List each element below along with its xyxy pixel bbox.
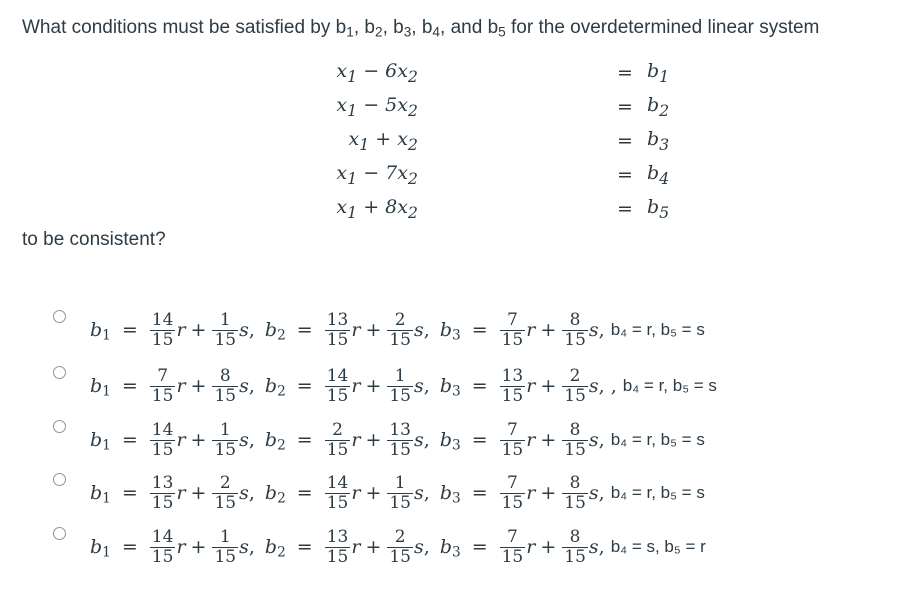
denominator: 15 [214,546,237,567]
subscript: 2 [407,168,418,188]
equals-sign: = [617,164,633,186]
numerator: 2 [332,419,343,440]
subscript: 3 [451,383,461,400]
variable-b: $b_2$ [264,375,286,400]
fraction [562,367,588,406]
subscript: 3 [451,544,461,561]
subscript: 2 [277,490,286,507]
plus-sign: + [365,429,382,451]
equals-sign: = [471,536,488,558]
denominator: 15 [501,492,524,513]
numerator: 8 [569,419,581,440]
coefficient: 7 [385,162,398,185]
variable-b: $b_1$ [90,319,111,344]
option-tail: b₄ = r, b₅ = s [622,376,717,395]
separator: , [598,319,605,341]
equals-sign: = [471,429,488,451]
answer-option[interactable] [0,412,907,468]
comma: , [423,319,430,341]
fraction [150,311,176,350]
equals-sign: = [121,536,138,558]
parameter-r: r [176,482,186,504]
variable-b: $b_1$ [90,536,111,561]
denominator: 15 [326,439,349,460]
equation-lhs [336,60,418,86]
parameter-s: s [414,375,424,397]
subscript: 2 [277,437,286,454]
equals-sign: = [471,375,488,397]
numerator: 1 [219,309,231,330]
fraction [150,367,176,406]
numerator: 2 [219,472,231,493]
parameter-s: s [588,375,599,397]
variable-b: b [647,128,660,151]
comma: , [248,429,255,451]
subscript: 1 [347,202,358,222]
equation-lhs [336,94,418,120]
denominator: 15 [564,439,586,460]
variable-x: x [336,162,348,185]
question-text: What conditions must be satisfied by $b_1$, $b_2$, $b_3$, $b_4$, and $b_5$ for the overdetermined linear system [22,17,820,40]
fraction [387,421,413,460]
fraction [562,528,588,567]
parameter-r: r [526,375,536,397]
parameter-s: s [588,429,599,451]
denominator: 15 [501,439,524,460]
variable-b: $b_2$ [264,536,286,561]
fraction [150,528,176,567]
answer-option[interactable] [0,302,907,358]
equation-rhs [647,94,669,120]
operator: + [363,196,380,219]
numerator: 13 [389,419,411,440]
operator: − [363,162,380,185]
parameter-r: r [351,375,361,397]
equation-rhs [647,196,669,222]
variable-x: x [336,94,348,117]
separator: , [598,429,605,451]
denominator: 15 [326,546,349,567]
equals-sign: = [617,62,633,84]
subscript: 1 [347,66,358,86]
numerator: 8 [569,309,581,330]
variable-x: x [397,128,408,151]
subscript: 2 [407,100,418,120]
denominator: 15 [389,492,411,513]
separator: , [598,536,605,558]
subscript: 2 [659,100,670,120]
equals-sign: = [617,96,633,118]
parameter-r: r [351,429,361,451]
equals-sign: = [121,319,138,341]
numerator: 2 [569,365,581,386]
question-prefix: What conditions must be satisfied by b [22,17,347,38]
equation-lhs [336,196,418,222]
parameter-s: s [414,319,424,341]
parameter-r: r [351,482,361,504]
operator: + [375,128,392,151]
numerator: 7 [507,526,518,547]
variable-b: $b_2$ [264,429,286,454]
numerator: 1 [394,472,406,493]
denominator: 15 [151,329,174,350]
denominator: 15 [564,385,586,406]
fraction [500,367,526,406]
option-expression [90,358,717,414]
plus-sign: + [365,482,382,504]
parameter-r: r [526,536,536,558]
parameter-r: r [176,319,186,341]
fraction [500,421,526,460]
parameter-r: r [526,429,536,451]
plus-sign: + [540,482,557,504]
variable-b: $b_2$ [264,319,286,344]
operator: − [363,94,380,117]
equals-sign: = [296,536,313,558]
question-sub-1: 1 [346,24,354,40]
comma: , [248,536,255,558]
equals-sign: = [296,482,313,504]
subscript: 2 [277,383,286,400]
denominator: 15 [214,492,237,513]
numerator: 1 [394,365,406,386]
denominator: 15 [564,492,586,513]
numerator: 13 [151,472,174,493]
fraction [387,311,413,350]
subscript: 3 [451,490,461,507]
plus-sign: + [540,429,557,451]
variable-x: x [336,60,348,83]
fraction [212,367,238,406]
variable-x: x [397,196,408,219]
numerator: 13 [326,309,349,330]
fraction [325,311,351,350]
denominator: 15 [389,329,411,350]
parameter-s: s [414,429,424,451]
parameter-r: r [176,429,186,451]
answer-option[interactable] [0,358,907,414]
comma: , [248,482,255,504]
subscript: 3 [659,134,670,154]
denominator: 15 [501,329,524,350]
plus-sign: + [540,319,557,341]
variable-b: $b_3$ [439,375,461,400]
variable-x: x [397,162,408,185]
numerator: 2 [394,309,406,330]
fraction [212,421,238,460]
denominator: 15 [151,492,174,513]
option-tail: b₄ = r, b₅ = s [610,320,705,339]
subscript: 3 [451,327,461,344]
variable-b: $b_2$ [264,482,286,507]
variable-x: x [348,128,360,151]
plus-sign: + [190,375,207,397]
equation-lhs [348,128,418,154]
option-expression [90,465,705,521]
separator: , [598,482,605,504]
operator: − [363,60,380,83]
parameter-r: r [526,319,536,341]
comma: , [423,429,430,451]
numerator: 14 [151,526,174,547]
numerator: 14 [151,419,174,440]
answer-option[interactable] [0,465,907,521]
plus-sign: + [540,375,557,397]
variable-b: b [647,162,660,185]
parameter-s: s [588,319,599,341]
plus-sign: + [365,536,382,558]
parameter-r: r [176,536,186,558]
numerator: 2 [394,526,406,547]
numerator: 1 [219,419,231,440]
parameter-s: s [414,536,424,558]
option-expression [90,412,705,468]
parameter-s: s [239,482,249,504]
numerator: 7 [507,309,518,330]
variable-b: $b_1$ [90,375,111,400]
coefficient: 8 [385,196,398,219]
numerator: 14 [326,472,349,493]
denominator: 15 [564,546,586,567]
denominator: 15 [151,546,174,567]
parameter-s: s [588,536,599,558]
subscript: 1 [347,100,358,120]
denominator: 15 [389,439,411,460]
equation-rhs [647,162,669,188]
parameter-s: s [414,482,424,504]
subscript: 2 [407,202,418,222]
equals-sign: = [471,482,488,504]
equals-sign: = [617,198,633,220]
denominator: 15 [151,439,174,460]
equation-rhs [647,60,669,86]
equals-sign: = [296,375,313,397]
option-tail: b₄ = r, b₅ = s [610,430,705,449]
denominator: 15 [151,385,174,406]
question-sub-4: 4 [432,24,441,40]
fraction [212,528,238,567]
denominator: 15 [214,439,237,460]
comma: , [423,482,430,504]
subscript: 1 [102,327,111,344]
numerator: 14 [326,365,349,386]
radio-button[interactable] [53,420,66,433]
denominator: 15 [501,546,524,567]
option-tail: b₄ = s, b₅ = r [610,537,706,556]
plus-sign: + [365,319,382,341]
variable-b: $b_3$ [439,429,461,454]
numerator: 14 [151,309,174,330]
subscript: 1 [359,134,370,154]
variable-x: x [397,94,408,117]
coefficient: 6 [385,60,398,83]
numerator: 7 [157,365,169,386]
radio-button[interactable] [53,310,66,323]
equals-sign: = [296,429,313,451]
fraction [212,311,238,350]
variable-x: x [397,60,408,83]
denominator: 15 [326,329,349,350]
option-expression [90,302,705,358]
comma: , [423,536,430,558]
separator: , , [598,375,617,397]
subscript: 1 [659,66,670,86]
numerator: 13 [501,365,524,386]
fraction [562,311,588,350]
denominator: 15 [389,385,411,406]
numerator: 8 [569,472,581,493]
variable-b: $b_3$ [439,482,461,507]
parameter-r: r [176,375,186,397]
parameter-s: s [588,482,599,504]
fraction [150,421,176,460]
numerator: 8 [569,526,581,547]
fraction [325,474,351,513]
numerator: 7 [507,419,518,440]
subscript: 1 [347,168,358,188]
variable-x: x [336,196,348,219]
coefficient: 5 [385,94,398,117]
plus-sign: + [190,536,207,558]
plus-sign: + [540,536,557,558]
parameter-s: s [239,429,249,451]
numerator: 7 [507,472,518,493]
answer-option[interactable] [0,519,907,575]
subscript: 1 [102,383,111,400]
denominator: 15 [501,385,524,406]
variable-b: $b_1$ [90,429,111,454]
variable-b: b [647,94,660,117]
fraction [387,474,413,513]
equation-rhs [647,128,669,154]
fraction [150,474,176,513]
plus-sign: + [365,375,382,397]
parameter-r: r [351,536,361,558]
equals-sign: = [121,482,138,504]
fraction [500,474,526,513]
plus-sign: + [190,482,207,504]
fraction [212,474,238,513]
comma: , [248,319,255,341]
plus-sign: + [190,319,207,341]
parameter-r: r [351,319,361,341]
denominator: 15 [389,546,411,567]
radio-button[interactable] [53,366,66,379]
subscript: 2 [277,327,286,344]
denominator: 15 [214,329,237,350]
fraction [387,528,413,567]
subscript: 5 [659,202,670,222]
subscript: 2 [407,134,418,154]
equals-sign: = [471,319,488,341]
equals-sign: = [617,130,633,152]
variable-b: b [647,196,660,219]
variable-b: b [647,60,660,83]
option-expression [90,519,706,575]
parameter-s: s [239,536,249,558]
parameter-s: s [239,319,249,341]
variable-b: $b_1$ [90,482,111,507]
denominator: 15 [564,329,586,350]
question-sub-5: 5 [498,24,506,40]
fraction [562,474,588,513]
equals-sign: = [121,375,138,397]
fraction [500,311,526,350]
question-sub-2: 2 [374,24,383,40]
comma: , [248,375,255,397]
subscript: 3 [451,437,461,454]
fraction [562,421,588,460]
question-sub-3: 3 [403,24,412,40]
subscript: 1 [102,544,111,561]
plus-sign: + [190,429,207,451]
consistent-label: to be consistent? [22,229,166,250]
numerator: 8 [219,365,231,386]
parameter-s: s [239,375,249,397]
denominator: 15 [326,492,349,513]
variable-b: $b_3$ [439,319,461,344]
fraction [387,367,413,406]
subscript: 2 [407,66,418,86]
denominator: 15 [326,385,349,406]
parameter-r: r [526,482,536,504]
subscript: 2 [277,544,286,561]
fraction [325,421,351,460]
variable-b: $b_3$ [439,536,461,561]
equals-sign: = [296,319,313,341]
subscript: 1 [102,437,111,454]
radio-button[interactable] [53,527,66,540]
fraction [500,528,526,567]
comma: , [423,375,430,397]
fraction [325,367,351,406]
numerator: 13 [326,526,349,547]
equals-sign: = [121,429,138,451]
option-tail: b₄ = r, b₅ = s [610,483,705,502]
numerator: 1 [219,526,231,547]
subscript: 4 [659,168,670,188]
radio-button[interactable] [53,473,66,486]
subscript: 1 [102,490,111,507]
denominator: 15 [214,385,237,406]
equation-lhs [336,162,418,188]
question-suffix: for the overdetermined linear system [505,17,820,38]
fraction [325,528,351,567]
